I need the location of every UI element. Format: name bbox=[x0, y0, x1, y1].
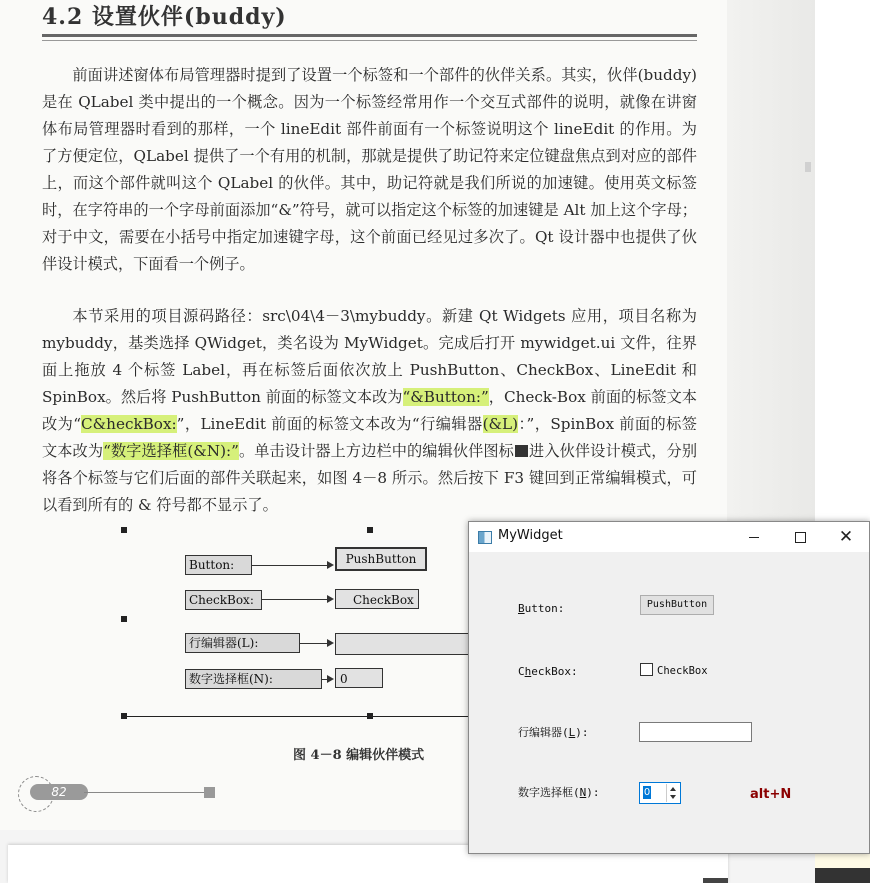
mnemonic-b: B bbox=[518, 602, 525, 615]
page-number: 82 bbox=[30, 784, 88, 800]
page-number-badge bbox=[18, 776, 84, 810]
figure-widget-pushbutton: PushButton bbox=[335, 547, 427, 571]
label-text: eckBox: bbox=[531, 665, 578, 678]
page-number-rule bbox=[84, 792, 206, 793]
label-text: 行编辑器( bbox=[518, 726, 569, 739]
para2-text: 本节采用的项目源码路径：src\04\4－3\mybuddy。新建 Qt Widgets 应用，项目名称为 mybuddy，基类选择 QWidget，类名设为 MyWidget。完成后打开 mywidget.ui 文件，往界面上拖放 4 个标签 Label，再在标签后面依次放上 PushButton、CheckBox、LineEdit 和 SpinBox。然后将 PushButton 前面的标签文本改为 bbox=[42, 307, 697, 406]
highlight-checkbox-label: C&heckBox: bbox=[81, 415, 177, 433]
label-text: ): bbox=[575, 726, 589, 739]
figure-widget-spinbox: 0 bbox=[335, 668, 383, 688]
figure-label-button: Button: bbox=[185, 555, 252, 575]
line-edit[interactable] bbox=[639, 722, 752, 742]
buddy-arrow-head bbox=[327, 561, 334, 569]
check-box[interactable] bbox=[640, 663, 708, 677]
app-window-icon bbox=[478, 531, 492, 544]
heading-rule-thin bbox=[42, 40, 697, 41]
mnemonic-l: L bbox=[568, 726, 576, 739]
check-box-text: CheckBox bbox=[657, 665, 708, 677]
paragraph-1: 前面讲述窗体布局管理器时提到了设置一个标签和一个部件的伙伴关系。其实，伙伴(buddy)是在 QLabel 类中提出的一个概念。因为一个标签经常用作一个交互式部件的说明，就像在讲窗体布局管理器时看到的那样，一个 lineEdit 部件前面有一个标签说明这个 lineEdit 的作用。为了方便定位，QLabel 提供了一个有用的机制，那就是提供了助记符来定位键盘焦点到对应的部件上，而这个部件就叫这个 QLabel 的伙伴。其中，助记符就是我们所说的加速键。使用英文标签时，在字符串的一个字母前面添加“&”符号，就可以指定这个标签的加速键是 Alt 加上这个字母；对于中文，需要在小括号中指定加速键字母，这个前面已经见过多次了。Qt 设计器中也提供了伙伴设计模式，下面看一个例子。 bbox=[42, 66, 697, 273]
figure-widget-checkbox: CheckBox bbox=[335, 589, 419, 609]
buddy-arrow bbox=[251, 565, 328, 566]
mnemonic-h: h bbox=[524, 665, 532, 678]
spin-box-arrows[interactable] bbox=[666, 784, 679, 802]
spinbox-label bbox=[518, 784, 600, 800]
close-button[interactable]: ✕ bbox=[838, 527, 854, 547]
selection-handle bbox=[367, 527, 373, 533]
heading-rule bbox=[42, 34, 697, 37]
section-heading: 4.2 设置伙伴(buddy) bbox=[42, 4, 287, 30]
button-label bbox=[518, 602, 564, 615]
buddy-arrow-head bbox=[327, 595, 334, 603]
lineedit-label bbox=[518, 724, 589, 740]
buddy-edit-icon bbox=[515, 445, 528, 457]
figure-caption: 图 4－8 编辑伙伴模式 bbox=[293, 748, 425, 763]
selection-border bbox=[124, 716, 474, 717]
para2-text: ：”，SpinBox 前面的标签文本改为 bbox=[42, 415, 697, 460]
checkbox-label bbox=[518, 665, 578, 678]
push-button[interactable]: PushButton bbox=[640, 595, 714, 615]
figure-label-lineedit: 行编辑器(L): bbox=[185, 633, 300, 653]
page-mark bbox=[703, 878, 728, 883]
label-text: C bbox=[518, 665, 525, 678]
scroll-thumb[interactable] bbox=[805, 162, 811, 172]
selection-handle bbox=[121, 616, 127, 622]
para2-text: 。单击设计器上方边栏中的编辑伙伴图标 bbox=[238, 442, 514, 460]
figure-buddy-mode bbox=[120, 525, 480, 725]
spin-box[interactable] bbox=[639, 782, 681, 804]
maximize-button[interactable] bbox=[777, 522, 823, 552]
buddy-arrow bbox=[299, 643, 328, 644]
minimize-icon bbox=[749, 537, 759, 538]
figure-widget-lineedit bbox=[335, 633, 477, 655]
side-panel-bar bbox=[815, 868, 870, 883]
buddy-arrow-head bbox=[327, 639, 334, 647]
window-title: MyWidget bbox=[498, 528, 563, 543]
para2-text: ，Check-Box 前面的标签文本改为“ bbox=[42, 388, 697, 433]
mywidget-window bbox=[468, 521, 870, 854]
minimize-button[interactable] bbox=[731, 522, 777, 552]
checkbox-square[interactable] bbox=[640, 663, 653, 676]
highlight-button-label: “&Button:” bbox=[402, 388, 489, 406]
shortcut-annotation: alt+N bbox=[750, 787, 792, 802]
para2-text: ”，LineEdit 前面的标签文本改为“行编辑器 bbox=[176, 415, 483, 433]
figure-label-checkbox: CheckBox: bbox=[185, 590, 262, 610]
para2-text: 进入伙伴设计模式，分别将各个标签与它们后面的部件关联起来，如图 4－8 所示。然后按下 F3 键回到正常编辑模式，可以看到所有的 & 符号都不显示了。 bbox=[42, 442, 698, 514]
maximize-icon bbox=[795, 532, 806, 543]
highlight-lineedit-label: (&L) bbox=[482, 415, 519, 433]
figure-label-spinbox: 数字选择框(N): bbox=[185, 669, 322, 689]
page-number-marker bbox=[204, 787, 215, 798]
selection-handle bbox=[121, 527, 127, 533]
paragraph-2 bbox=[42, 303, 697, 519]
label-text: utton: bbox=[524, 602, 565, 615]
spin-box-value[interactable]: 0 bbox=[643, 787, 651, 798]
window-titlebar[interactable] bbox=[469, 522, 869, 552]
label-text: ): bbox=[586, 786, 600, 799]
spin-up-icon[interactable] bbox=[670, 787, 676, 791]
buddy-arrow bbox=[261, 599, 328, 600]
highlight-spinbox-label: “数字选择框(&N):” bbox=[103, 442, 239, 460]
mnemonic-n: N bbox=[579, 786, 587, 799]
spin-down-icon[interactable] bbox=[670, 795, 676, 799]
label-text: 数字选择框( bbox=[518, 786, 580, 799]
buddy-arrow-head bbox=[327, 675, 334, 683]
